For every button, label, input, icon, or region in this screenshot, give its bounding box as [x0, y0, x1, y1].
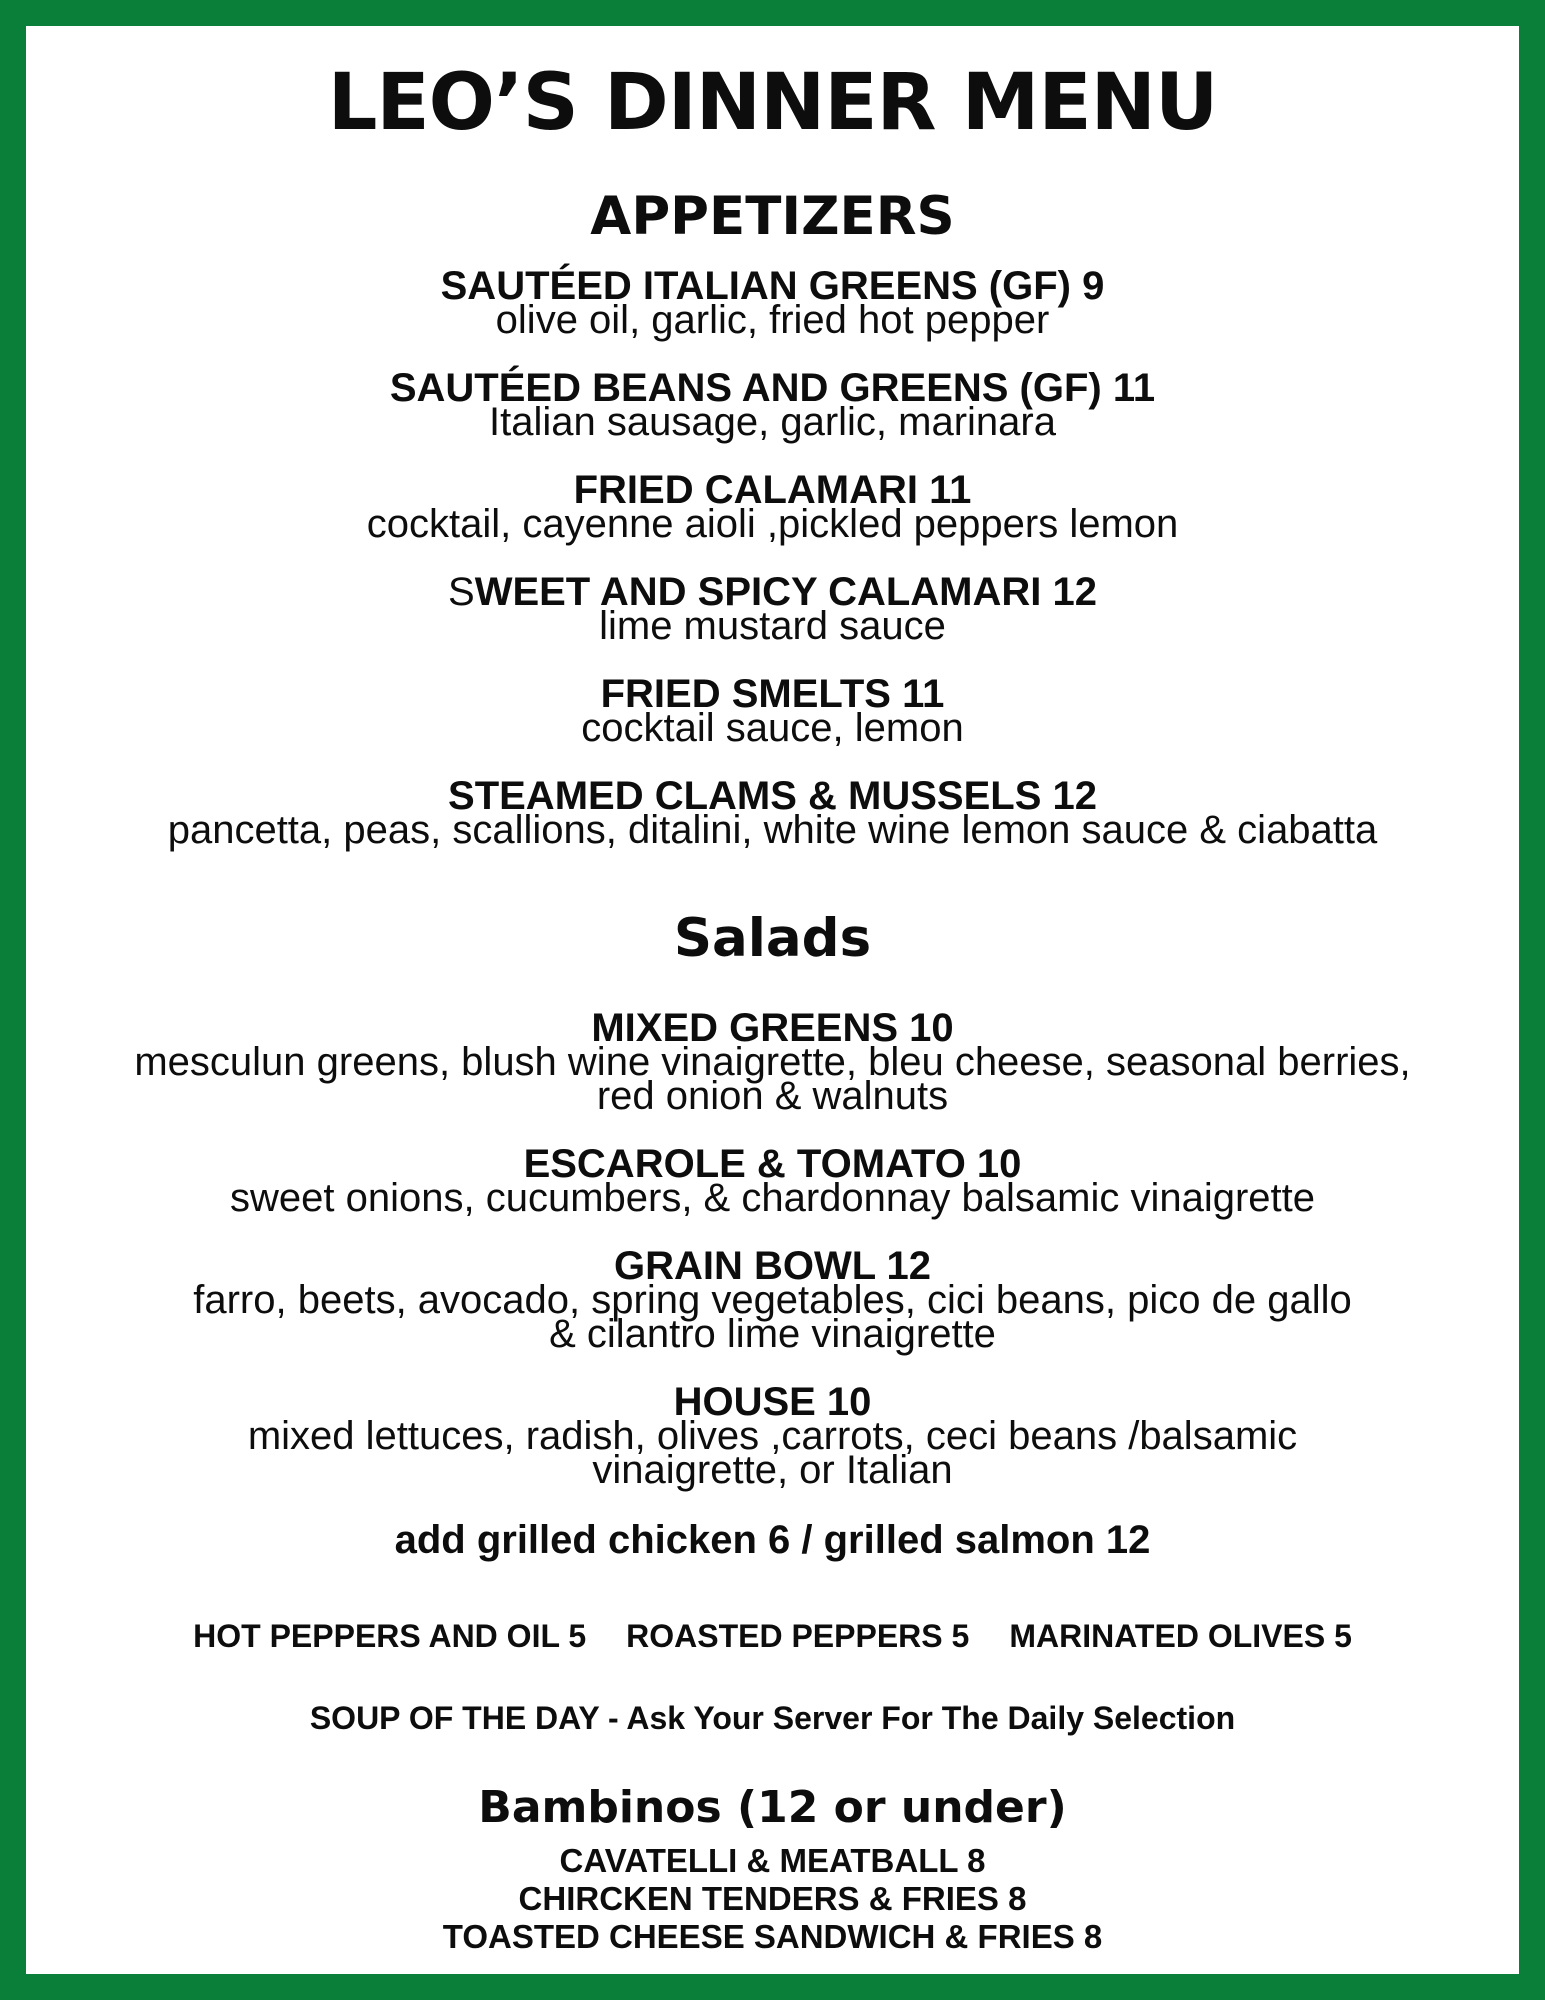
appetizer-name: SAUTÉED ITALIAN GREENS (GF) 9 [440, 264, 1105, 308]
extra-item: MARINATED OLIVES 5 [1009, 1618, 1352, 1654]
appetizer-name: FRIED CALAMARI 11 [573, 468, 972, 512]
salad-name: MIXED GREENS 10 [591, 1006, 954, 1050]
salad-name: HOUSE 10 [673, 1380, 872, 1424]
bambinos-heading: Bambinos (12 or under) [478, 1782, 1067, 1833]
appetizer-desc: pancetta, peas, scallions, ditalini, white wine lemon sauce & ciabatta [167, 808, 1378, 852]
salad-addon: add grilled chicken 6 / grilled salmon 12 [394, 1518, 1151, 1562]
appetizer-name-rest: WEET AND SPICY CALAMARI 12 [474, 570, 1097, 614]
bambinos-item: CHIRCKEN TENDERS & FRIES 8 [518, 1880, 1027, 1917]
appetizer-name: STEAMED CLAMS & MUSSELS 12 [448, 774, 1097, 818]
bambinos-item: TOASTED CHEESE SANDWICH & FRIES 8 [442, 1918, 1103, 1955]
salad-desc: mixed lettuces, radish, olives ,carrots, ceci beans /balsamic [247, 1414, 1298, 1458]
salad-desc: vinaigrette, or Italian [592, 1448, 953, 1492]
appetizer-name-initial: S [448, 570, 475, 614]
appetizer-name: FRIED SMELTS 11 [600, 672, 945, 716]
extra-item: ROASTED PEPPERS 5 [626, 1618, 970, 1654]
menu-title: LEO’S DINNER MENU [327, 58, 1218, 148]
salad-desc: farro, beets, avocado, spring vegetables, cici beans, pico de gallo [193, 1278, 1352, 1322]
soup-of-the-day: SOUP OF THE DAY - Ask Your Server For The Daily Selection [309, 1700, 1236, 1736]
appetizer-name: SAUTÉED BEANS AND GREENS (GF) 11 [389, 366, 1156, 410]
salad-name: ESCAROLE & TOMATO 10 [523, 1142, 1022, 1186]
menu-page [26, 26, 1519, 1974]
bambinos-item: CAVATELLI & MEATBALL 8 [559, 1842, 986, 1879]
appetizer-desc: lime mustard sauce [599, 604, 946, 648]
salad-desc: sweet onions, cucumbers, & chardonnay balsamic vinaigrette [230, 1176, 1315, 1220]
extras-row [26, 1620, 1519, 1652]
appetizer-desc: Italian sausage, garlic, marinara [489, 400, 1056, 444]
appetizers-heading: APPETIZERS [590, 186, 955, 247]
salad-name: GRAIN BOWL 12 [613, 1244, 932, 1288]
appetizer-desc: olive oil, garlic, fried hot pepper [495, 298, 1050, 342]
appetizer-desc: cocktail, cayenne aioli ,pickled peppers lemon [366, 502, 1179, 546]
salad-desc: & cilantro lime vinaigrette [549, 1312, 996, 1356]
salads-heading: Salads [673, 908, 872, 969]
salad-desc: mesculun greens, blush wine vinaigrette, bleu cheese, seasonal berries, [134, 1040, 1411, 1084]
salad-desc: red onion & walnuts [596, 1074, 949, 1118]
appetizer-desc: cocktail sauce, lemon [581, 706, 964, 750]
extra-item: HOT PEPPERS AND OIL 5 [193, 1618, 587, 1654]
